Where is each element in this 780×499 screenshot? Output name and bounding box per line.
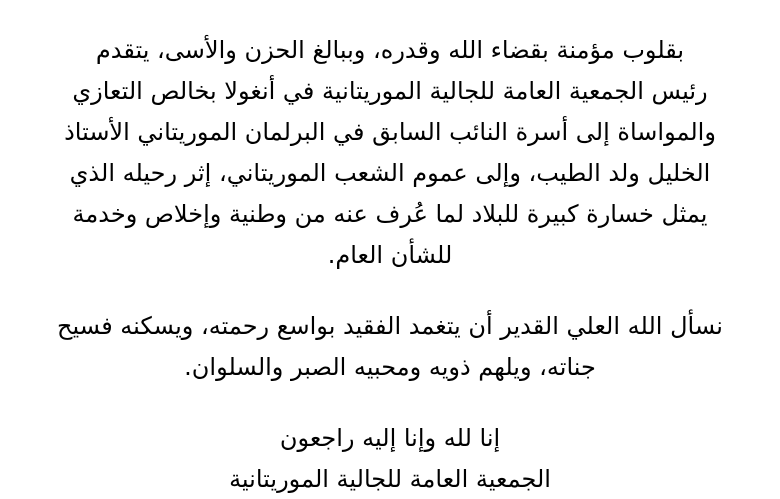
paragraph-2-line-2: جناته، ويلهم ذويه ومحبيه الصبر والسلوان. bbox=[184, 353, 596, 381]
paragraph-2-line-1: نسأل الله العلي القدير أن يتغمد الفقيد بواسع رحمته، ويسكنه فسيح bbox=[57, 312, 723, 340]
paragraph-1-line-5: يمثل خسارة كبيرة للبلاد لما عُرف عنه من وطنية وإخلاص وخدمة bbox=[72, 200, 708, 228]
paragraph-1-line-2: رئيس الجمعية العامة للجالية الموريتانية في أنغولا بخالص التعازي bbox=[72, 77, 708, 105]
paragraph-1-line-6: للشأن العام. bbox=[327, 241, 453, 269]
paragraph-1-line-3: والمواساة إلى أسرة النائب السابق في البرلمان الموريتاني الأستاذ bbox=[64, 118, 716, 146]
closing-prayer-line: إنا لله وإنا إليه راجعون bbox=[279, 424, 501, 452]
closing-signature-line: الجمعية العامة للجالية الموريتانية bbox=[229, 465, 551, 493]
paragraph-1-line-1: بقلوب مؤمنة بقضاء الله وقدره، وببالغ الحزن والأسى، يتقدم bbox=[95, 36, 685, 64]
paragraph-1-line-4: الخليل ولد الطيب، وإلى عموم الشعب الموريتاني، إثر رحيله الذي bbox=[69, 159, 711, 187]
